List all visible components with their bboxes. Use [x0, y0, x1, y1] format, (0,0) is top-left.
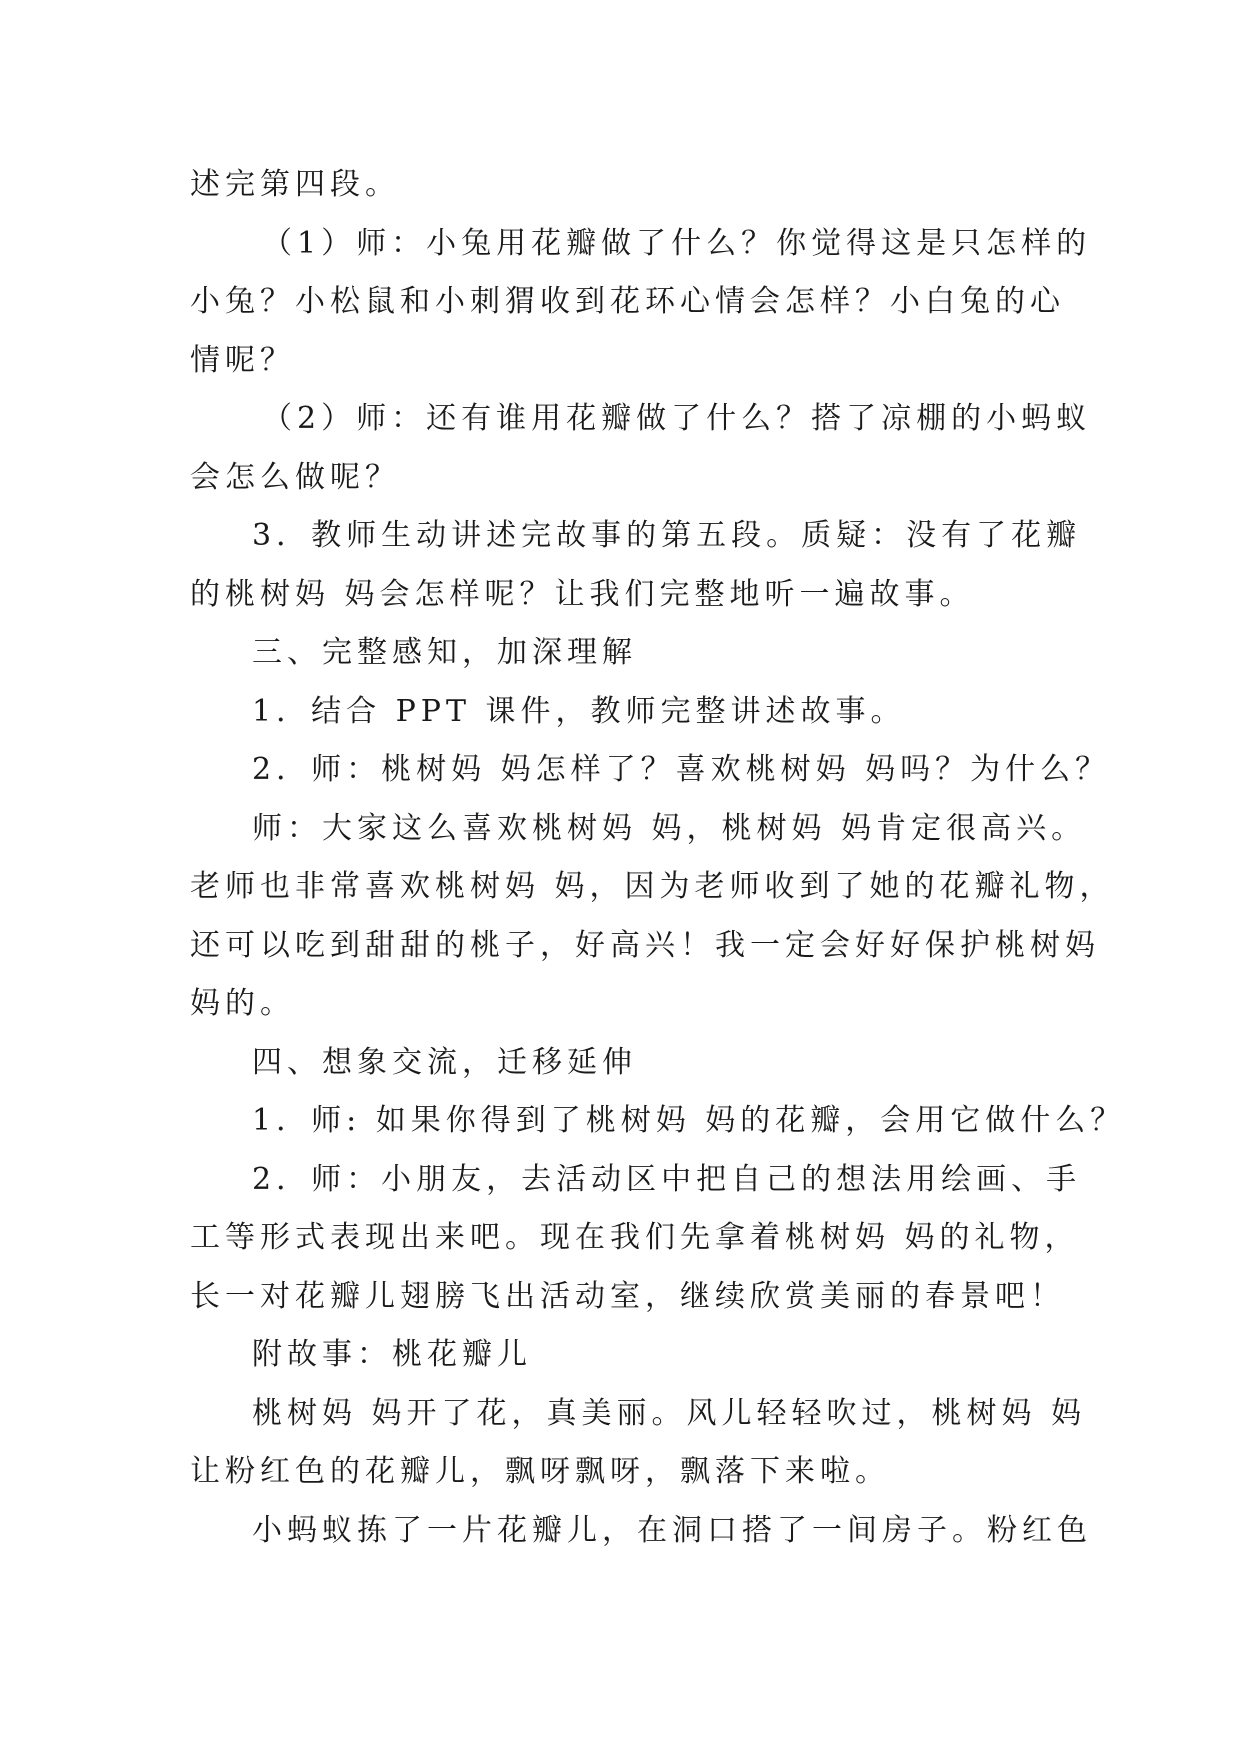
- paragraph-line: 老师也非常喜欢桃树妈 妈，因为老师收到了她的花瓣礼物，: [190, 869, 1115, 904]
- story-title: 附故事：桃花瓣儿: [252, 1337, 532, 1372]
- paragraph-line: 小兔？小松鼠和小刺猬收到花环心情会怎样？小白兔的心: [190, 284, 1065, 319]
- paragraph-line: 小蚂蚁拣了一片花瓣儿，在洞口搭了一间房子。粉红色: [252, 1512, 1092, 1548]
- paragraph-line: 2．师：小朋友，去活动区中把自己的想法用绘画、手: [252, 1161, 1082, 1197]
- paragraph-line: 师：大家这么喜欢桃树妈 妈，桃树妈 妈肯定很高兴。: [252, 810, 1087, 846]
- paragraph-line: 3．教师生动讲述完故事的第五段。质疑：没有了花瓣: [252, 518, 1082, 553]
- paragraph-line: 还可以吃到甜甜的桃子，好高兴！我一定会好好保护桃树妈: [190, 927, 1100, 963]
- paragraph-line: 述完第四段。: [190, 167, 400, 202]
- paragraph-line: 1．结合 PPT 课件，教师完整讲述故事。: [252, 693, 906, 729]
- paragraph-line: 妈的。: [190, 986, 295, 1021]
- paragraph-line: 让粉红色的花瓣儿，飘呀飘呀，飘落下来啦。: [190, 1454, 890, 1489]
- paragraph-line: （1）师：小兔用花瓣做了什么？你觉得这是只怎样的: [262, 225, 1092, 261]
- paragraph-line: 的桃树妈 妈会怎样呢？让我们完整地听一遍故事。: [190, 576, 975, 612]
- paragraph-line: 桃树妈 妈开了花，真美丽。风儿轻轻吹过，桃树妈 妈: [252, 1395, 1087, 1431]
- paragraph-line: 2．师：桃树妈 妈怎样了？喜欢桃树妈 妈吗？为什么？: [252, 752, 1111, 787]
- paragraph-line: 长一对花瓣儿翅膀飞出活动室，继续欣赏美丽的春景吧！: [190, 1278, 1065, 1314]
- section-heading: 四、想象交流，迁移延伸: [252, 1044, 637, 1080]
- paragraph-line: 会怎么做呢？: [190, 459, 400, 495]
- paragraph-line: 情呢？: [190, 342, 295, 378]
- section-heading: 三、完整感知，加深理解: [252, 635, 637, 670]
- paragraph-line: 工等形式表现出来吧。现在我们先拿着桃树妈 妈的礼物，: [190, 1220, 1080, 1255]
- document-body: [190, 156, 1126, 1560]
- paragraph-line: （2）师：还有谁用花瓣做了什么？搭了凉棚的小蚂蚁: [262, 401, 1092, 436]
- paragraph-line: 1．师: 如果你得到了桃树妈 妈的花瓣，会用它做什么？: [252, 1103, 1126, 1138]
